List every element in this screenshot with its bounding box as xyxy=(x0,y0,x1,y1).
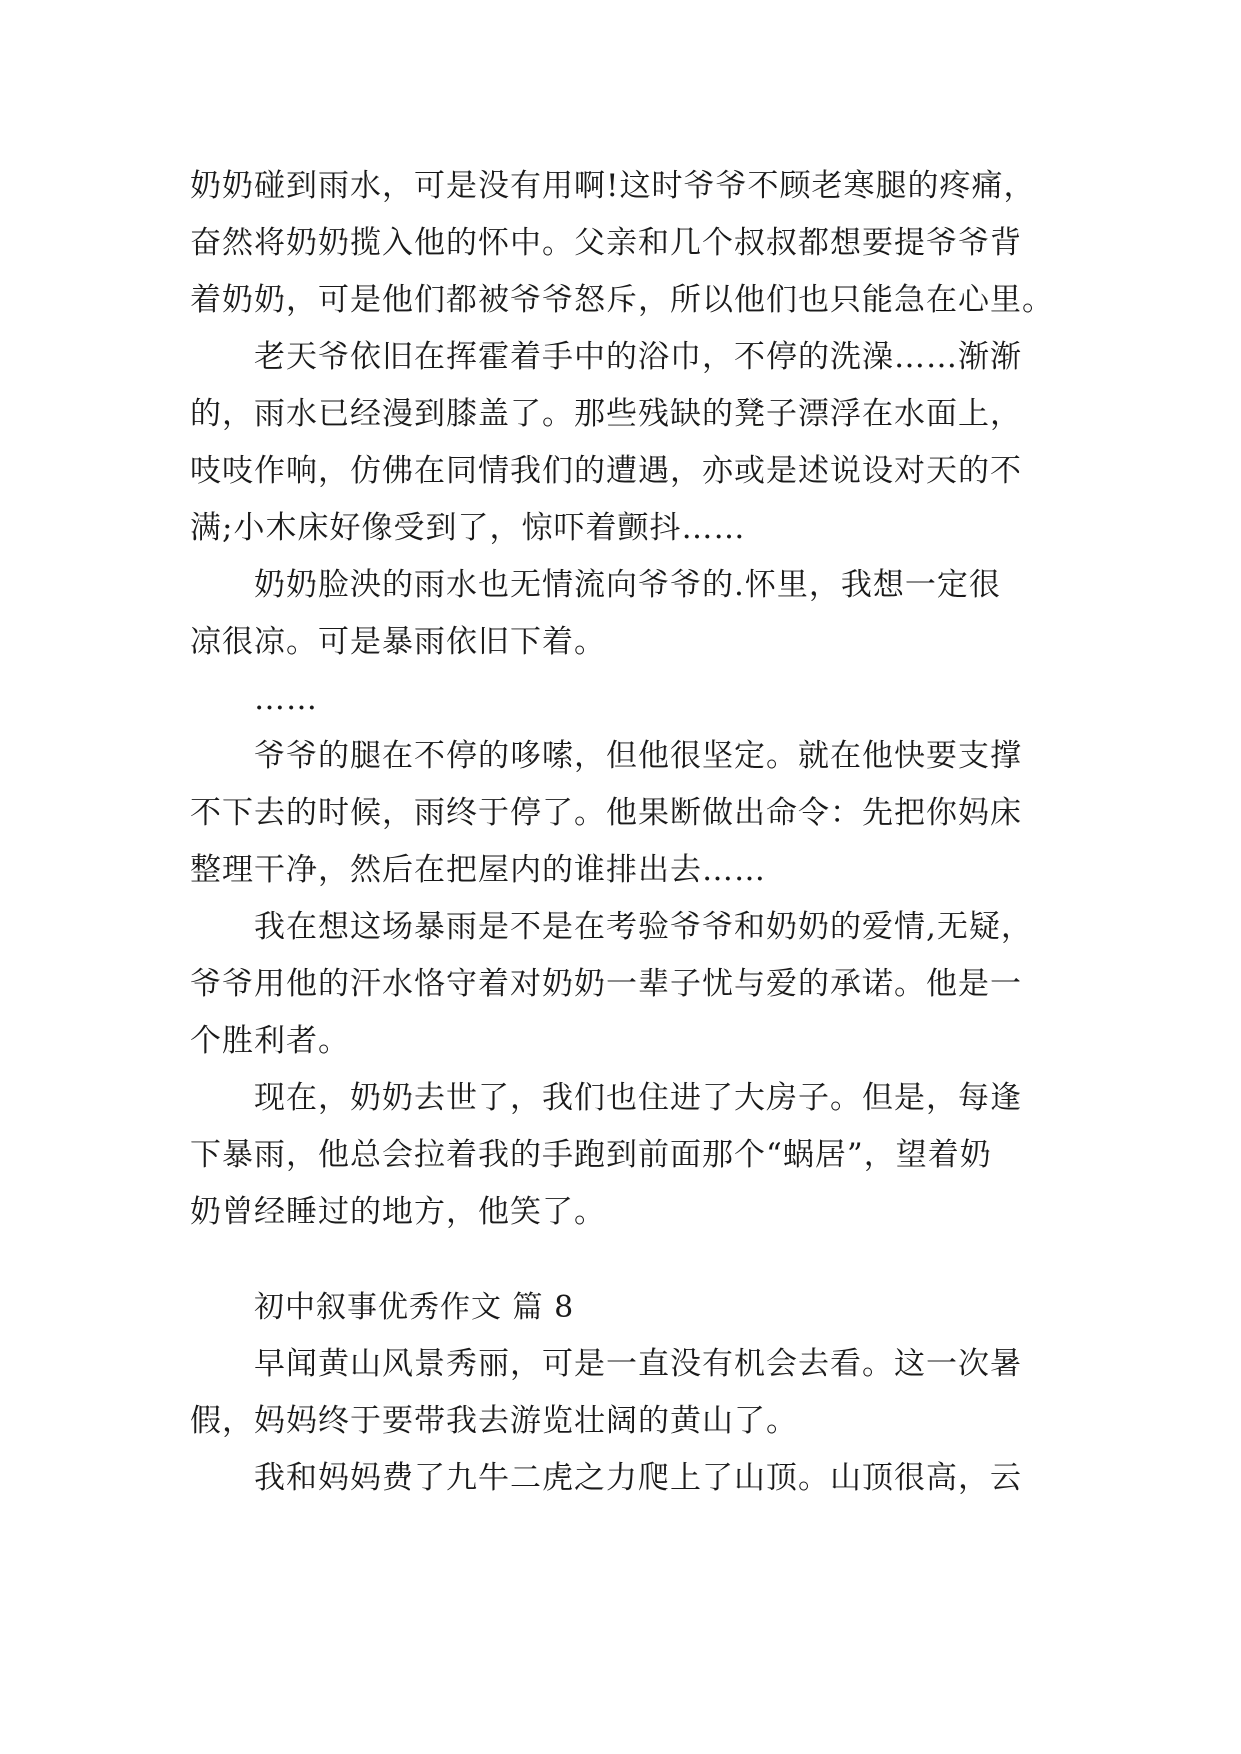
text-line: 整理干净，然后在把屋内的谁排出去…… xyxy=(190,852,766,888)
text-line: 奋然将奶奶揽入他的怀中。父亲和几个叔叔都想要提爷爷背 xyxy=(190,225,1022,261)
text-line: 我和妈妈费了九牛二虎之力爬上了山顶。山顶很高，云 xyxy=(254,1460,1022,1496)
text-line: 吱吱作响，仿佛在同情我们的遭遇，亦或是述说设对天的不 xyxy=(190,453,1022,489)
text-line: 不下去的时候，雨终于停了。他果断做出命令：先把你妈床 xyxy=(190,795,1022,831)
section-spacer xyxy=(190,1241,1060,1279)
text-line: 我在想这场暴雨是不是在考验爷爷和奶奶的爱情,无疑， xyxy=(254,909,1033,945)
text-line: 爷爷用他的汗水恪守着对奶奶一辈子忧与爱的承诺。他是一 xyxy=(190,966,1022,1002)
text-line: 下暴雨，他总会拉着我的手跑到前面那个“蜗居”，望着奶 xyxy=(190,1137,992,1173)
text-line: 奶曾经睡过的地方，他笑了。 xyxy=(190,1194,606,1230)
text-line: 假，妈妈终于要带我去游览壮阔的黄山了。 xyxy=(190,1403,798,1439)
text-line: 爷爷的腿在不停的哆嗦，但他很坚定。就在他快要支撑 xyxy=(254,738,1022,774)
paragraph xyxy=(190,329,1060,557)
paragraph xyxy=(190,1450,1060,1507)
section-heading: 初中叙事优秀作文 篇 8 xyxy=(254,1290,575,1325)
paragraph-continued xyxy=(190,158,1060,329)
text-line: …… xyxy=(254,681,318,717)
text-line: 着奶奶，可是他们都被爷爷怒斥，所以他们也只能急在心里。 xyxy=(190,282,1054,318)
text-line: 老天爷依旧在挥霍着手中的浴巾，不停的洗澡……渐渐 xyxy=(254,339,1022,375)
text-line: 现在，奶奶去世了，我们也住进了大房子。但是，每逢 xyxy=(254,1080,1022,1116)
text-line: 奶奶脸泱的雨水也无情流向爷爷的.怀里，我想一定很 xyxy=(254,567,1001,603)
paragraph xyxy=(190,899,1060,1070)
text-line: 奶奶碰到雨水，可是没有用啊!这时爷爷不顾老寒腿的疼痛， xyxy=(190,168,1036,204)
text-line: 的，雨水已经漫到膝盖了。那些残缺的凳子漂浮在水面上， xyxy=(190,396,1022,432)
paragraph xyxy=(190,728,1060,899)
text-line: 早闻黄山风景秀丽，可是一直没有机会去看。这一次暑 xyxy=(254,1346,1022,1382)
paragraph-ellipsis xyxy=(190,671,1060,728)
text-line: 个胜利者。 xyxy=(190,1023,350,1059)
document-body xyxy=(190,158,1060,1507)
paragraph xyxy=(190,1070,1060,1241)
text-line: 凉很凉。可是暴雨依旧下着。 xyxy=(190,624,606,660)
paragraph xyxy=(190,557,1060,671)
paragraph xyxy=(190,1336,1060,1450)
text-line: 满;小木床好像受到了，惊吓着颤抖…… xyxy=(190,510,746,546)
